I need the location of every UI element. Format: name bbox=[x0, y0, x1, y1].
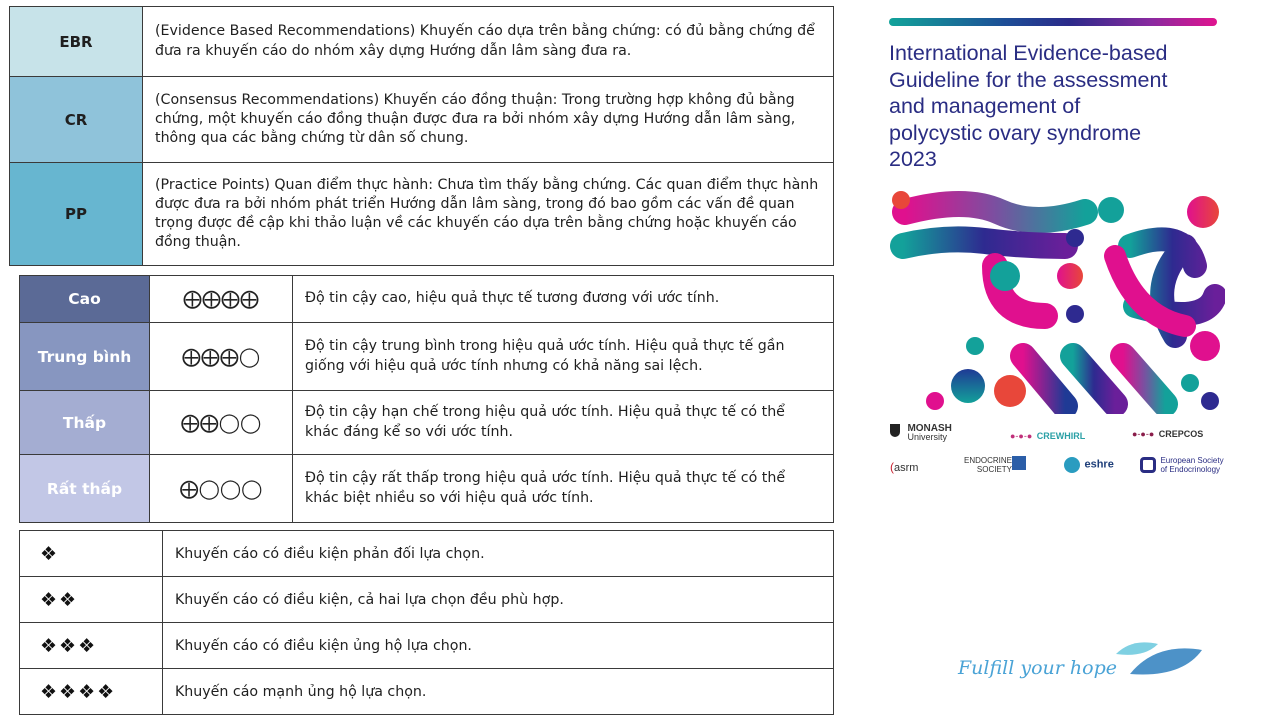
brand-tagline: Fulfill your hope bbox=[958, 657, 1117, 679]
cover-title-line: International Evidence-based bbox=[889, 41, 1168, 65]
rec-code-cell: EBR bbox=[10, 7, 143, 77]
table-row bbox=[20, 669, 834, 715]
certainty-level-cell: Cao bbox=[20, 276, 150, 323]
cover-title-line: and management of bbox=[889, 94, 1081, 118]
certainty-level-cell: Rất thấp bbox=[20, 455, 150, 523]
strength-description: Khuyến cáo có điều kiện ủng hộ lựa chọn. bbox=[163, 623, 834, 669]
table-row bbox=[20, 623, 834, 669]
certainty-symbols: ⨁◯◯◯ bbox=[150, 455, 293, 523]
table-row bbox=[10, 7, 834, 77]
logo-name: CREPCOS bbox=[1158, 429, 1204, 439]
cover-gradient-bar bbox=[889, 18, 1217, 26]
certainty-table bbox=[19, 275, 834, 523]
logo-name: MONASH bbox=[907, 423, 952, 434]
diamond-icon: ❖ bbox=[20, 531, 163, 577]
endocrine-square-icon bbox=[1012, 456, 1026, 470]
logo-name: European Society bbox=[1160, 456, 1224, 465]
table-row bbox=[20, 323, 834, 391]
cover-title-line: Guideline for the assessment bbox=[889, 67, 1168, 92]
certainty-description: Độ tin cậy rất thấp trong hiệu quả ước tính. Hiệu quả thực tế có thể khác biệt nhiều so với hiệu quả ước tính. bbox=[293, 455, 834, 523]
table-row bbox=[20, 531, 834, 577]
cover-title-line: 2023 bbox=[889, 147, 937, 171]
rec-description-cell: (Consensus Recommendations) Khuyến cáo đồng thuận: Trong trường hợp không đủ bằng chứng, một khuyến cáo đồng thuận được đưa ra bởi nhóm xây dựng Hướng dẫn lâm sàng, thông qua các bằng chứng từ dân số chung. bbox=[143, 77, 834, 163]
crepcos-logo bbox=[1132, 424, 1203, 442]
shield-icon bbox=[890, 424, 900, 437]
molecule-icon: ●-●-● bbox=[1132, 429, 1155, 439]
strength-description: Khuyến cáo mạnh ủng hộ lựa chọn. bbox=[163, 669, 834, 715]
rec-description-cell: (Practice Points) Quan điểm thực hành: Chưa tìm thấy bằng chứng. Các quan điểm thực hành được đưa ra bởi nhóm phát triển Hướng dẫn lâm sàng, trong đó bao gồm các vấn đề quan trọng được đề cập khi thảo luận về các khuyến cáo dựa trên bằng chứng hoặc khuyến cáo đồng thuận. bbox=[143, 163, 834, 266]
table-row bbox=[10, 77, 834, 163]
asrm-mark-icon: ( bbox=[890, 460, 894, 474]
certainty-symbols: ⨁⨁◯◯ bbox=[150, 391, 293, 455]
strength-description: Khuyến cáo có điều kiện phản đối lựa chọn. bbox=[163, 531, 834, 577]
certainty-symbols: ⨁⨁⨁⨁ bbox=[150, 276, 293, 323]
logo-name: asrm bbox=[894, 462, 919, 474]
certainty-description: Độ tin cậy hạn chế trong hiệu quả ước tính. Hiệu quả thực tế có thể khác đáng kể so với ước tính. bbox=[293, 391, 834, 455]
molecule-icon: ●-●-● bbox=[1010, 431, 1033, 441]
diamond-icon: ❖❖❖❖ bbox=[20, 669, 163, 715]
partner-logos bbox=[886, 420, 1226, 490]
wave-icon bbox=[1064, 457, 1080, 473]
logo-sub: of Endocrinology bbox=[1160, 465, 1221, 474]
logo-name: CREWHIRL bbox=[1036, 431, 1086, 441]
rec-code-cell: PP bbox=[10, 163, 143, 266]
logo-sub: University bbox=[907, 432, 947, 442]
diamond-icon: ❖❖ bbox=[20, 577, 163, 623]
table-row bbox=[20, 391, 834, 455]
recommendation-types-table bbox=[9, 6, 834, 266]
table-row bbox=[10, 163, 834, 266]
logo-name: ENDOCRINE bbox=[964, 456, 1013, 465]
crewhirl-logo bbox=[1010, 426, 1085, 444]
asrm-logo bbox=[890, 458, 918, 476]
logo-name: eshre bbox=[1084, 458, 1114, 471]
ese-logo bbox=[1140, 456, 1224, 474]
strength-description: Khuyến cáo có điều kiện, cả hai lựa chọn đều phù hợp. bbox=[163, 577, 834, 623]
cover-molecule-artwork bbox=[885, 186, 1225, 414]
cover-title-line: polycystic ovary syndrome bbox=[889, 120, 1142, 145]
endocrine-society-logo bbox=[964, 456, 1012, 474]
rec-code-cell: CR bbox=[10, 77, 143, 163]
logo-sub: SOCIETY bbox=[976, 465, 1013, 474]
monash-logo bbox=[890, 424, 952, 442]
certainty-description: Độ tin cậy cao, hiệu quả thực tế tương đương với ước tính. bbox=[293, 276, 834, 323]
certainty-description: Độ tin cậy trung bình trong hiệu quả ước tính. Hiệu quả thực tế gần giống với hiệu quả ước tính nhưng có khả năng sai lệch. bbox=[293, 323, 834, 391]
certainty-level-cell: Trung bình bbox=[20, 323, 150, 391]
table-row bbox=[20, 455, 834, 523]
cover-title bbox=[889, 40, 1229, 173]
strength-table bbox=[19, 530, 834, 715]
eshre-logo bbox=[1064, 456, 1114, 474]
table-row bbox=[20, 577, 834, 623]
certainty-level-cell: Thấp bbox=[20, 391, 150, 455]
rec-description-cell: (Evidence Based Recommendations) Khuyến cáo dựa trên bằng chứng: có đủ bằng chứng để đưa ra khuyến cáo do nhóm xây dựng Hướng dẫn lâm sàng đưa ra. bbox=[143, 7, 834, 77]
table-row bbox=[20, 276, 834, 323]
leaf-logo-icon bbox=[1112, 636, 1204, 682]
certainty-symbols: ⨁⨁⨁◯ bbox=[150, 323, 293, 391]
diamond-icon: ❖❖❖ bbox=[20, 623, 163, 669]
hexagon-icon bbox=[1140, 457, 1156, 473]
